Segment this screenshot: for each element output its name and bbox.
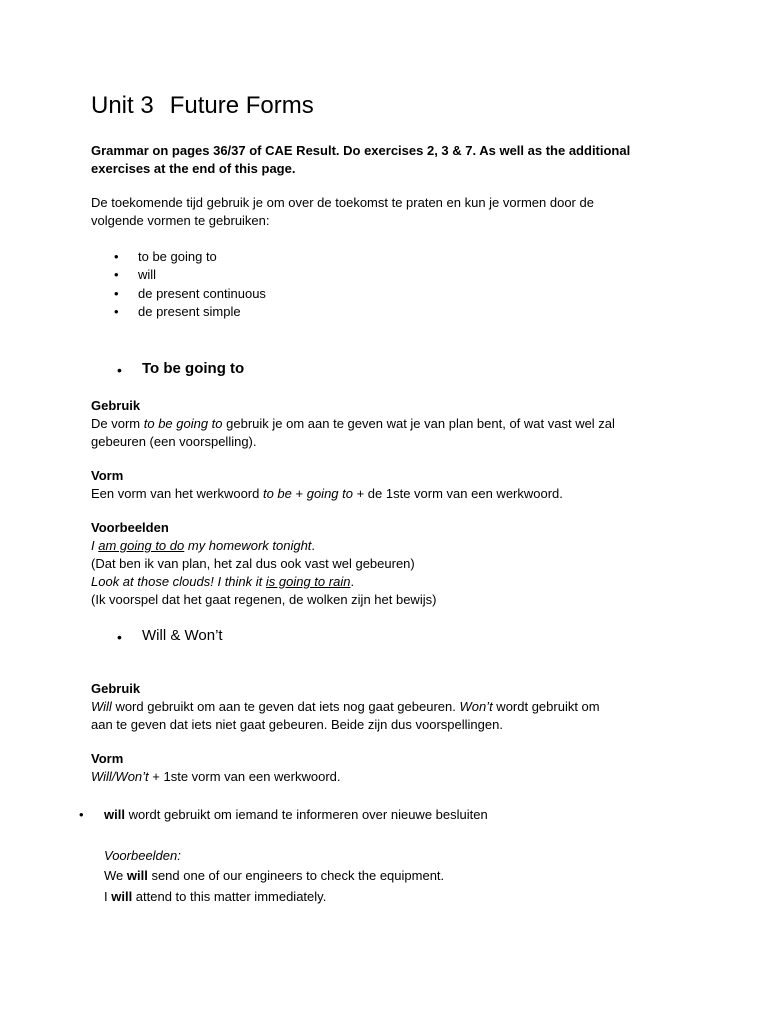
text-run: send one of our engineers to check the equipment.: [147, 868, 445, 883]
will-usage-point: [104, 806, 488, 824]
text-run: .: [311, 538, 316, 553]
bullet-icon: •: [117, 629, 122, 645]
voorbeelden-label: Voorbeelden: [91, 520, 169, 535]
intro-bold-line-1: Grammar on pages 36/37 of CAE Result. Do exercises 2, 3 & 7. As well as the additional: [91, 143, 631, 158]
text-run-italic: Voorbeelden:: [104, 848, 181, 863]
gebruik-line-2: gebeuren (een voorspelling).: [91, 434, 257, 449]
intro-line-1: De toekomende tijd gebruik je om over de toekomst te praten en kun je vormen door de: [91, 195, 594, 210]
text-run: word gebruikt om aan te geven dat iets nog gaat gebeuren.: [111, 699, 460, 714]
bullet-icon: •: [114, 267, 119, 282]
text-run: gebruik je om aan te geven wat je van plan bent, of wat vast wel zal: [222, 416, 615, 431]
gebruik-label: Gebruik: [91, 681, 141, 696]
text-run-underline: am going to do: [98, 538, 185, 553]
text-run: wordt gebruikt om: [492, 699, 600, 714]
text-run-bold: will: [126, 868, 148, 883]
text-run: + 1ste vorm van een werkwoord.: [148, 769, 341, 784]
example-sentence-2: [104, 888, 326, 906]
example-note-1: (Dat ben ik van plan, het zal dus ook vast wel gebeuren): [91, 556, 415, 571]
text-run-underline: is going to rain: [265, 574, 351, 589]
title-topic: Future Forms: [169, 92, 314, 119]
text-run: Een vorm van het werkwoord: [91, 486, 263, 501]
page-title: [91, 90, 314, 122]
list-item: de present simple: [138, 304, 241, 319]
example-sentence-2: [91, 573, 354, 591]
bullet-icon: •: [117, 362, 122, 378]
bullet-icon: •: [114, 286, 119, 301]
gebruik-label: Gebruik: [91, 398, 141, 413]
text-run-italic: Look at those clouds! I think it: [91, 574, 266, 589]
gebruik-line-1: [91, 698, 600, 716]
vorm-label: Vorm: [91, 751, 124, 766]
text-run: attend to this matter immediately.: [132, 889, 327, 904]
text-run: De vorm: [91, 416, 144, 431]
intro-line-2: volgende vormen te gebruiken:: [91, 213, 270, 228]
vorm-line: [91, 768, 341, 786]
list-item: will: [138, 267, 157, 282]
text-run: wordt gebruikt om iemand te informeren over nieuwe besluiten: [124, 807, 488, 822]
gebruik-line-1: [91, 415, 615, 433]
text-run-bold: will: [104, 807, 125, 822]
vorm-line: [91, 485, 563, 503]
text-run-italic: to be going to: [143, 416, 223, 431]
text-run-italic: my homework tonight: [184, 538, 312, 553]
text-run: .: [350, 574, 355, 589]
text-run-italic: Won’t: [459, 699, 493, 714]
text-run-italic: Will/Won’t: [91, 769, 149, 784]
list-item: to be going to: [138, 249, 217, 264]
section-heading-will: Will & Won’t: [142, 627, 223, 644]
text-run: +: [291, 486, 307, 501]
gebruik-line-2: aan te geven dat iets niet gaat gebeuren. Beide zijn dus voorspellingen.: [91, 717, 503, 732]
title-unit: Unit 3: [91, 92, 154, 119]
text-run-italic: going to: [306, 486, 353, 501]
text-run: + de 1ste vorm van een werkwoord.: [352, 486, 563, 501]
text-run-italic: to be: [262, 486, 292, 501]
text-run-bold: will: [111, 889, 133, 904]
example-note-2: (Ik voorspel dat het gaat regenen, de wolken zijn het bewijs): [91, 592, 437, 607]
vorm-label: Vorm: [91, 468, 124, 483]
text-run: We: [104, 868, 127, 883]
list-item: de present continuous: [138, 286, 266, 301]
intro-bold-line-2: exercises at the end of this page.: [91, 161, 296, 176]
example-sentence-1: [91, 537, 315, 555]
voorbeelden-label: [104, 847, 181, 865]
text-run: I: [104, 889, 112, 904]
bullet-icon: •: [79, 807, 84, 822]
bullet-icon: •: [114, 304, 119, 319]
bullet-icon: •: [114, 249, 119, 264]
text-run-italic: Will: [91, 699, 112, 714]
section-heading-going-to: To be going to: [142, 360, 245, 377]
example-sentence-1: [104, 867, 444, 885]
text-run-italic: I: [91, 538, 99, 553]
